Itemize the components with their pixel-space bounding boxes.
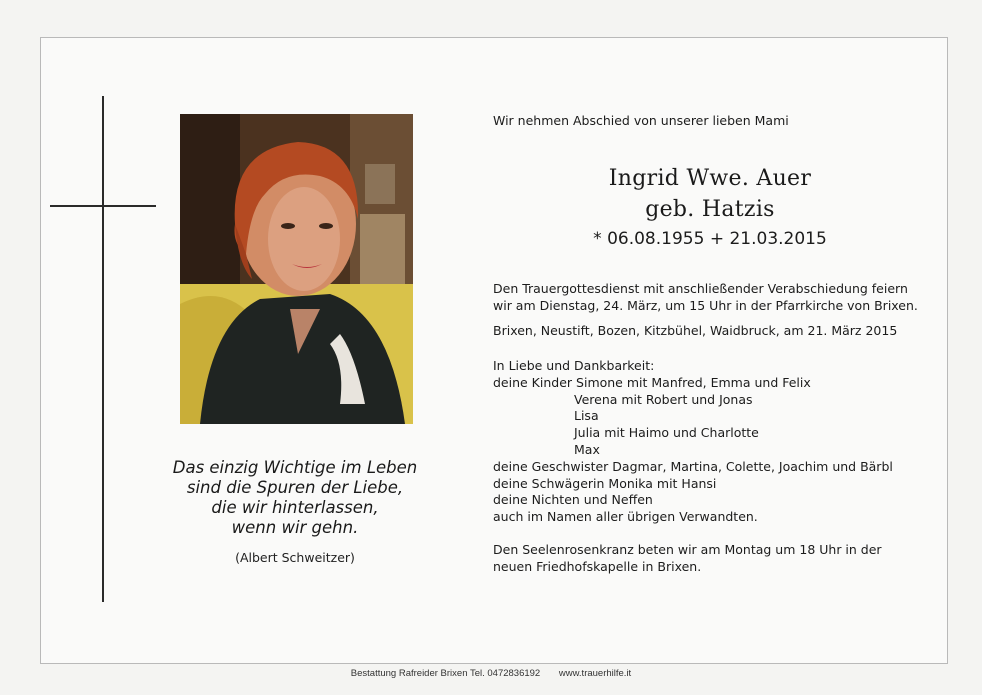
deceased-name: Ingrid Wwe. Auer	[608, 166, 812, 191]
child-row: Verena mit Robert und Jonas	[574, 391, 753, 407]
sister-in-law-row: deine Schwägerin Monika mit Hansi	[493, 475, 717, 491]
rosary-info	[493, 541, 882, 575]
service-line: Den Trauergottesdienst mit anschließender Verabschiedung feiern	[493, 281, 908, 296]
places-date: Brixen, Neustift, Bozen, Kitzbühel, Waidbruck, am 21. März 2015	[493, 323, 898, 338]
quote-line: sind die Spuren der Liebe,	[186, 478, 404, 497]
footer	[0, 668, 982, 679]
footer-company: Bestattung Rafreider Brixen Tel. 0472836192	[350, 668, 541, 679]
child-name: Simone	[576, 374, 623, 390]
siblings-prefix: deine Geschwister	[493, 458, 609, 474]
portrait-photo	[180, 114, 413, 424]
cross-horizontal-bar	[50, 205, 156, 207]
siblings-row	[493, 459, 893, 476]
child-name: Julia	[574, 425, 601, 441]
family-heading: In Liebe und Dankbarkeit:	[493, 358, 655, 373]
footer-website: www.trauerhilfe.it	[558, 668, 632, 679]
quote-author: (Albert Schweitzer)	[235, 550, 355, 565]
intro-text: Wir nehmen Abschied von unserer lieben Mami	[493, 113, 789, 128]
children-prefix: deine Kinder	[493, 374, 573, 390]
service-info	[493, 280, 918, 314]
quote-line: Das einzig Wichtige im Leben	[172, 458, 418, 477]
child-row: Max	[574, 441, 600, 457]
portrait-illustration	[180, 114, 413, 424]
life-dates: * 06.08.1955 + 21.03.2015	[593, 229, 827, 249]
siblings-names: Dagmar, Martina, Colette, Joachim und Bärbl	[612, 458, 893, 474]
child-family: mit Haimo und Charlotte	[604, 425, 759, 441]
child-row	[493, 425, 893, 442]
relatives-row: auch im Namen aller übrigen Verwandten.	[493, 509, 758, 525]
rosary-line: Den Seelenrosenkranz beten wir am Montag um 18 Uhr in der	[493, 542, 882, 557]
rosary-line: neuen Friedhofskapelle in Brixen.	[493, 559, 702, 574]
service-line: wir am Dienstag, 24. März, um 15 Uhr in der Pfarrkirche von Brixen.	[493, 298, 918, 313]
quote-line: die wir hinterlassen,	[211, 498, 379, 517]
deceased-birth-name: geb. Hatzis	[645, 197, 775, 222]
quote-block	[140, 458, 450, 538]
cross-vertical-bar	[102, 96, 104, 602]
children-row	[493, 375, 893, 392]
child-row: Lisa	[574, 408, 599, 424]
child-family: mit Manfred, Emma und Felix	[626, 374, 811, 390]
nieces-row: deine Nichten und Neffen	[493, 492, 653, 508]
quote-line: wenn wir gehn.	[231, 518, 359, 537]
family-list	[493, 358, 893, 526]
